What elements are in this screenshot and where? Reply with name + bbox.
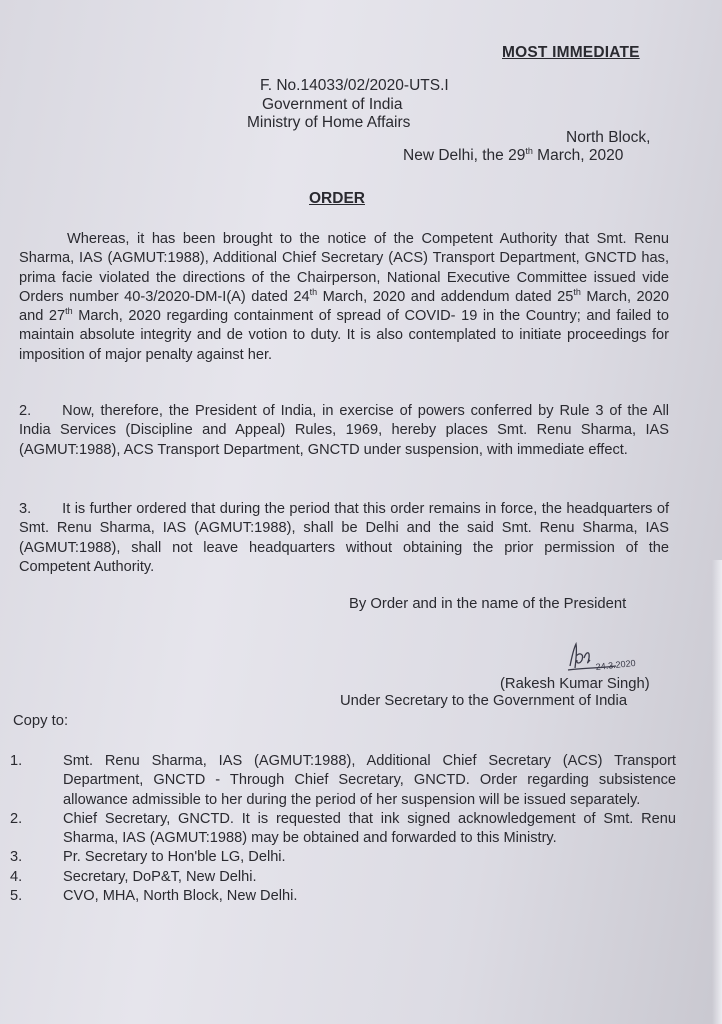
file-number: F. No.14033/02/2020-UTS.I bbox=[260, 77, 449, 94]
copy-to-label: Copy to: bbox=[13, 713, 69, 729]
signatory-name: (Rakesh Kumar Singh) bbox=[500, 676, 650, 692]
paragraph-1: Whereas, it has been brought to the notice of the Competent Authority that Smt. Renu Sharma, IAS (AGMUT:1988), Additional Chief Secretary (ACS) Transport Department, GNCTD has, prima facie violated the directions of the Chairperson, National Executive Committee issued vide Orders number 40-3/2020-DM-I(A) dated 24th March, 2020 and addendum dated 25th March, 2020 and 27th March, 2020 regarding containment of spread of COVID- 19 in the Country; and failed to maintain absolute integrity and de votion to duty. It is also contemplated to initiate proceedings for imposition of major penalty against her. bbox=[19, 231, 669, 363]
signature-mark bbox=[562, 638, 652, 678]
signature-date: 24.3.2020 bbox=[595, 657, 637, 672]
priority-label: MOST IMMEDIATE bbox=[502, 44, 640, 61]
date-line: New Delhi, the 29th March, 2020 bbox=[403, 145, 624, 164]
paragraph-3: 3. It is further ordered that during the period that this order remains in force, the headquarters of Smt. Renu Sharma, IAS (AGMUT:1988), shall be Delhi and the said Smt. Renu Sharma, IAS (AGMUT:1988), shall not leave headquarters without obtaining the prior permission of the Competent Authority. bbox=[19, 501, 669, 575]
ministry-name: Ministry of Home Affairs bbox=[247, 114, 411, 131]
copy-item: 3. Pr. Secretary to Hon'ble LG, Delhi. bbox=[10, 849, 286, 866]
copy-item: 4. Secretary, DoP&T, New Delhi. bbox=[10, 868, 257, 885]
copy-item: 5. CVO, MHA, North Block, New Delhi. bbox=[10, 888, 298, 905]
page-edge-shadow bbox=[712, 560, 722, 1024]
by-order-line: By Order and in the name of the President bbox=[349, 596, 627, 612]
copy-item: 2. Chief Secretary, GNCTD. It is requested that ink signed acknowledgement of Smt. Renu Sharma, IAS (AGMUT:1988) may be obtained and forwarded to this Ministry. bbox=[10, 810, 676, 847]
paragraph-2: 2. Now, therefore, the President of India, in exercise of powers conferred by Rule 3 of the All India Services (Discipline and Appeal) Rules, 1969, hereby places Smt. Renu Sharma, IAS (AGMUT:1988), ACS Transport Department, GNCTD under suspension, with immediate effect. bbox=[19, 403, 669, 458]
order-title: ORDER bbox=[309, 190, 365, 207]
government-name: Government of India bbox=[262, 96, 403, 113]
place-line: North Block, bbox=[566, 129, 651, 146]
signatory-designation: Under Secretary to the Government of India bbox=[340, 693, 628, 709]
copy-to-list bbox=[10, 752, 676, 906]
copy-item: 1. Smt. Renu Sharma, IAS (AGMUT:1988), Additional Chief Secretary (ACS) Transport Department, GNCTD - Through Chief Secretary, GNCTD. Order regarding subsistence allowance admissible to her during the period of her suspension will be issued separately. bbox=[10, 753, 676, 808]
